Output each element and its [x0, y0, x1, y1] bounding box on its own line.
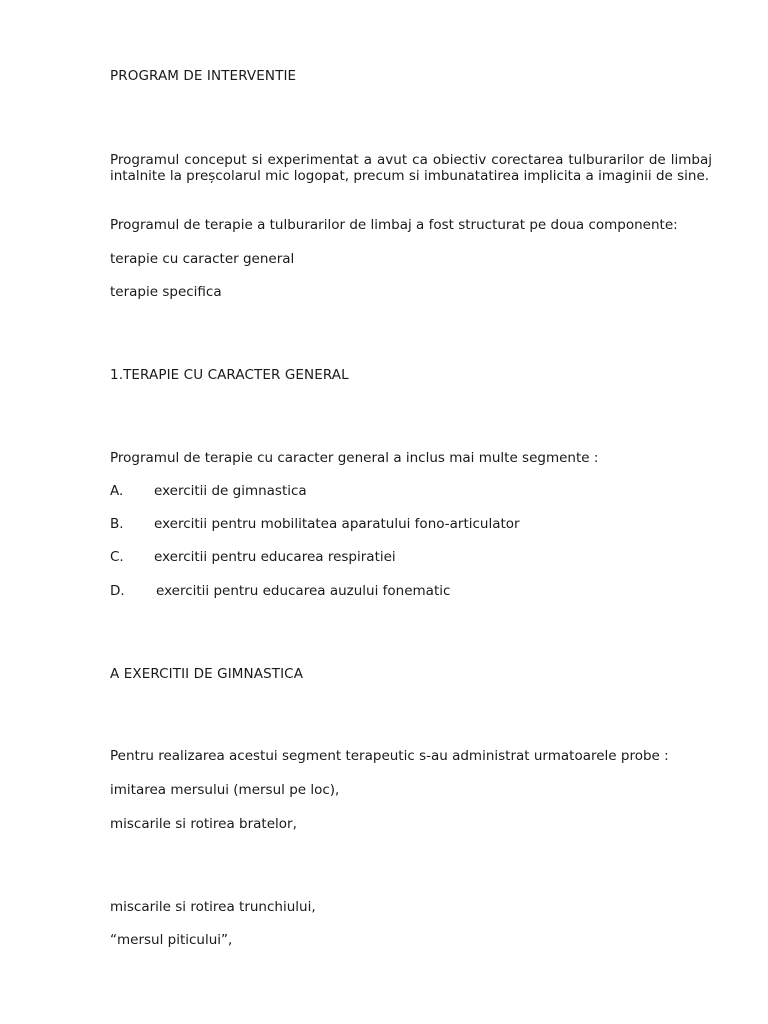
probe-item: imitarea mersului (mersul pe loc), — [110, 782, 340, 798]
probe-item: miscarile si rotirea trunchiului, — [110, 899, 316, 915]
section-gymnastics-lead: Pentru realizarea acestui segment terapeutic s-au administrat urmatoarele probe : — [110, 748, 669, 764]
list-item-text: exercitii pentru mobilitatea aparatului fono-articulator — [154, 516, 520, 532]
section-heading-gymnastics: A EXERCITII DE GIMNASTICA — [110, 666, 304, 682]
list-item-text: exercitii pentru educarea respiratiei — [154, 549, 396, 565]
list-item — [110, 516, 520, 532]
list-item — [110, 549, 396, 565]
document-title: PROGRAM DE INTERVENTIE — [110, 68, 297, 84]
list-item — [110, 583, 450, 599]
probe-item: miscarile si rotirea bratelor, — [110, 816, 297, 832]
intro-paragraph: Programul conceput si experimentat a avut ca obiectiv corectarea tulburarilor de limbaj intalnite la preșcolarul mic logopat, precum si imbunatatirea implicita a imaginii de sine. — [110, 152, 712, 184]
section-general-lead: Programul de terapie cu caracter general a inclus mai multe segmente : — [110, 450, 599, 466]
probe-item: “mersul piticului”, — [110, 932, 233, 948]
list-item-label: D. — [110, 583, 125, 599]
section-heading-general: 1.TERAPIE CU CARACTER GENERAL — [110, 367, 349, 383]
structure-paragraph: Programul de terapie a tulburarilor de limbaj a fost structurat pe doua componente: — [110, 217, 678, 233]
component-specific: terapie specifica — [110, 284, 222, 300]
list-item-text: exercitii pentru educarea auzului fonematic — [156, 583, 451, 599]
list-item — [110, 483, 307, 499]
component-general: terapie cu caracter general — [110, 251, 295, 267]
list-item-text: exercitii de gimnastica — [154, 483, 307, 499]
list-item-label: A. — [110, 483, 124, 499]
list-item-label: B. — [110, 516, 124, 532]
list-item-label: C. — [110, 549, 124, 565]
